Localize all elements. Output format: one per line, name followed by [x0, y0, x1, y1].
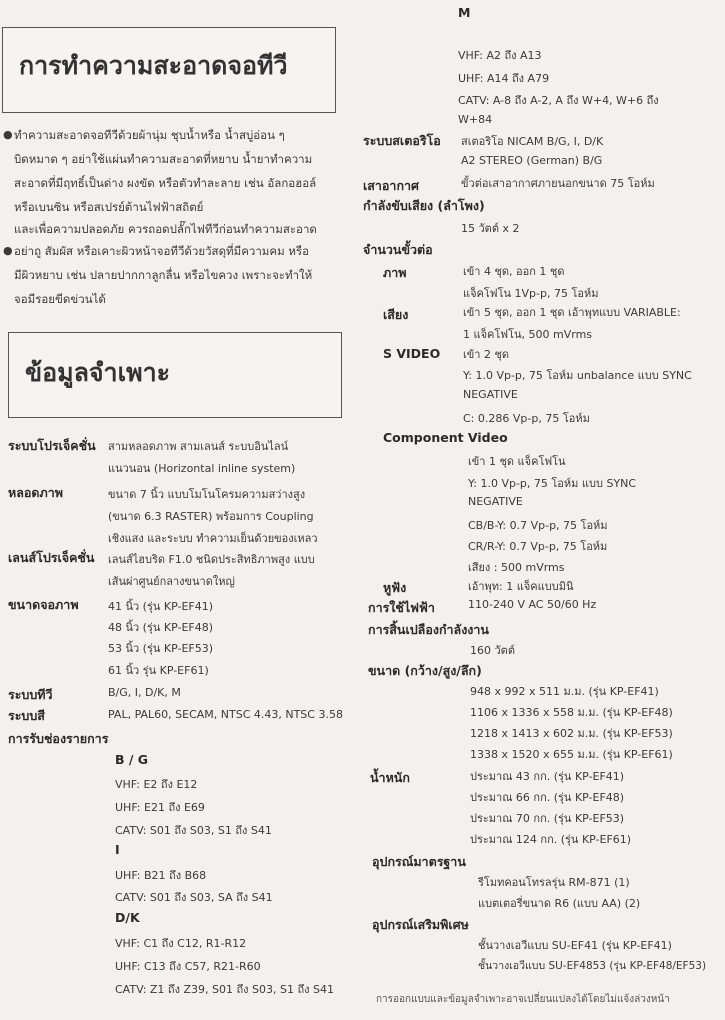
weight-kp-ef53: ประมาณ 70 กก. (รุ่น KP-EF53): [470, 812, 625, 825]
terminals-label: จำนวนขั้วต่อ: [363, 242, 433, 257]
power-requirement-label: การใช้ไฟฟ้า: [368, 600, 435, 615]
svideo-value-1: เข้า 2 ชุด: [463, 348, 510, 361]
m-catv-2: W+84: [458, 113, 493, 126]
weight-kp-ef61: ประมาณ 124 กก. (รุ่น KP-EF61): [470, 833, 632, 846]
dimension-kp-ef53: 1218 x 1413 x 602 ม.ม. (รุ่น KP-EF53): [470, 727, 673, 740]
headphone-value: เอ้าพุท: 1 แจ็คแบบมินิ: [468, 580, 574, 593]
optional-accessory-1: ชั้นวางเอวีแบบ SU-EF41 (รุ่น KP-EF41): [478, 939, 672, 952]
screen-size-53: 53 นิ้ว (รุ่น KP-EF53): [108, 642, 214, 655]
m-vhf: VHF: A2 ถึง A13: [458, 49, 542, 62]
dimension-kp-ef61: 1338 x 1520 x 655 ม.ม. (รุ่น KP-EF61): [470, 748, 673, 761]
cleaning-bullet-1-line-1: ทำความสะอาดจอทีวีด้วยผ้านุ่ม ชุบน้ำหรือ น้ำสบู่อ่อน ๆ: [14, 128, 285, 142]
bg-vhf: VHF: E2 ถึง E12: [115, 778, 198, 791]
cleaning-bullet-2-line-2: มีผิวหยาบ เช่น ปลายปากกาลูกลื่น หรือไขควง เพราะจะทำให้: [14, 268, 313, 282]
projection-label: ระบบโปรเจ็คชั่น: [8, 438, 96, 453]
bg-heading: B / G: [115, 752, 149, 767]
weight-kp-ef41: ประมาณ 43 กก. (รุ่น KP-EF41): [470, 770, 625, 783]
component-value-5: CR/R-Y: 0.7 Vp-p, 75 โอห์ม: [468, 540, 608, 553]
footer-note: การออกแบบและข้อมูลจำเพาะอาจเปลี่ยนแปลงได้โดยไม่แจ้งล่วงหน้า: [376, 994, 670, 1005]
component-value-2: Y: 1.0 Vp-p, 75 โอห์ม แบบ SYNC: [468, 477, 637, 490]
tv-system-value: B/G, I, D/K, M: [108, 686, 181, 699]
stereo-label: ระบบสเตอริโอ: [363, 133, 441, 148]
cleaning-title: การทำความสะอาดจอทีวี: [19, 51, 288, 80]
audio-power-value: 15 วัตต์ x 2: [461, 222, 520, 235]
m-catv-1: CATV: A-8 ถึง A-2, A ถึง W+4, W+6 ถึง: [458, 94, 659, 107]
stereo-value-1: สเตอริโอ NICAM B/G, I, D/K: [461, 135, 604, 148]
cleaning-bullet-1-line-5: และเพื่อความปลอดภัย ควรถอดปลั๊กไฟทีวีก่อนทำความสะอาด: [14, 222, 317, 236]
antenna-label: เสาอากาศ: [363, 178, 419, 193]
m-heading: M: [458, 5, 471, 20]
tube-value-1: ขนาด 7 นิ้ว แบบโมโนโครมความสว่างสูง: [108, 488, 306, 501]
i-heading: I: [115, 842, 120, 857]
color-system-label: ระบบสี: [8, 708, 45, 723]
screen-size-48: 48 นิ้ว (รุ่น KP-EF48): [108, 621, 214, 634]
bg-catv: CATV: S01 ถึง S03, S1 ถึง S41: [115, 824, 272, 837]
dk-vhf: VHF: C1 ถึง C12, R1-R12: [115, 937, 247, 950]
component-value-4: CB/B-Y: 0.7 Vp-p, 75 โอห์ม: [468, 519, 608, 532]
power-consumption-value: 160 วัตต์: [470, 644, 515, 657]
headphone-label: หูฟัง: [383, 580, 407, 595]
specs-title-box: [8, 332, 342, 418]
audio-power-label: กำลังขับเสียง (ลำโพง): [363, 198, 485, 213]
standard-accessories-label: อุปกรณ์มาตรฐาน: [372, 854, 466, 869]
i-uhf: UHF: B21 ถึง B68: [115, 869, 207, 882]
weight-label: น้ำหนัก: [370, 770, 410, 785]
lens-label: เลนส์โปรเจ็คชั่น: [8, 550, 95, 565]
screen-size-61: 61 นิ้ว รุ่น KP-EF61): [108, 664, 209, 677]
component-value-3: NEGATIVE: [468, 495, 523, 508]
dk-heading: D/K: [115, 910, 140, 925]
component-value-6: เสียง : 500 mVrms: [468, 561, 565, 574]
svideo-label: S VIDEO: [383, 346, 441, 361]
picture-value-1: เข้า 4 ชุด, ออก 1 ชุด: [463, 265, 565, 278]
standard-accessory-2: แบตเตอรี่ขนาด R6 (แบบ AA) (2): [478, 897, 641, 910]
dimension-kp-ef41: 948 x 992 x 511 ม.ม. (รุ่น KP-EF41): [470, 685, 659, 698]
stereo-value-2: A2 STEREO (German) B/G: [461, 154, 603, 167]
dimension-kp-ef48: 1106 x 1336 x 558 ม.ม. (รุ่น KP-EF48): [470, 706, 673, 719]
standard-accessory-1: รีโมทคอนโทรลรุ่น RM-871 (1): [478, 876, 630, 889]
cleaning-bullet-2-line-3: จอมีรอยขีดข่วนได้: [14, 292, 106, 306]
tv-system-label: ระบบทีวี: [8, 687, 53, 702]
picture-label: ภาพ: [383, 265, 407, 280]
optional-accessory-2: ชั้นวางเอวีแบบ SU-EF4853 (รุ่น KP-EF48/EF53): [478, 960, 707, 972]
bg-uhf: UHF: E21 ถึง E69: [115, 801, 205, 814]
component-label: Component Video: [383, 430, 508, 445]
projection-value-2: แนวนอน (Horizontal inline system): [108, 462, 296, 475]
projection-value-1: สามหลอดภาพ สามเลนส์ ระบบอินไลน์: [108, 440, 289, 453]
dimensions-label: ขนาด (กว้าง/สูง/ลึก): [368, 663, 482, 678]
svideo-value-4: C: 0.286 Vp-p, 75 โอห์ม: [463, 412, 590, 425]
component-value-1: เข้า 1 ชุด แจ็คโฟโน: [468, 455, 566, 468]
tube-value-3: เชิงแสง และระบบ ทำความเย็นด้วยของเหลว: [108, 532, 318, 545]
m-uhf: UHF: A14 ถึง A79: [458, 72, 550, 85]
specs-title: ข้อมูลจำเพาะ: [25, 358, 171, 387]
picture-value-2: แจ็คโฟโน 1Vp-p, 75 โอห์ม: [463, 287, 599, 300]
antenna-value: ขั้วต่อเสาอากาศภายนอกขนาด 75 โอห์ม: [461, 177, 655, 190]
tube-label: หลอดภาพ: [8, 485, 64, 500]
dk-uhf: UHF: C13 ถึง C57, R21-R60: [115, 960, 261, 973]
cleaning-title-box: [2, 27, 336, 113]
screen-size-label: ขนาดจอภาพ: [8, 597, 79, 612]
sound-label: เสียง: [383, 307, 409, 322]
cleaning-bullet-2-line-1: อย่าถู สัมผัส หรือเคาะผิวหน้าจอทีวีด้วยวัสดุที่มีความคม หรือ: [14, 244, 309, 258]
sound-value-2: 1 แจ็คโฟโน, 500 mVrms: [463, 328, 593, 341]
cleaning-bullet-1-line-2: บิดหมาด ๆ อย่าใช้แผ่นทำความสะอาดที่หยาบ น้ำยาทำความ: [14, 152, 313, 166]
dk-catv: CATV: Z1 ถึง Z39, S01 ถึง S03, S1 ถึง S41: [115, 983, 334, 996]
power-requirement-value: 110-240 V AC 50/60 Hz: [468, 598, 597, 611]
tube-value-2: (ขนาด 6.3 RASTER) พร้อมการ Coupling: [108, 510, 314, 523]
channel-coverage-label: การรับช่องรายการ: [8, 731, 109, 746]
bullet-dot: ●: [3, 128, 13, 141]
optional-accessories-label: อุปกรณ์เสริมพิเศษ: [372, 917, 469, 932]
power-consumption-label: การสิ้นเปลืองกำลังงาน: [368, 622, 489, 637]
lens-value-2: เส้นผ่าศูนย์กลางขนาดใหญ่: [108, 575, 235, 588]
bullet-dot: ●: [3, 244, 13, 257]
sound-value-1: เข้า 5 ชุด, ออก 1 ชุด เอ้าพุทแบบ VARIABLE:: [463, 306, 681, 319]
weight-kp-ef48: ประมาณ 66 กก. (รุ่น KP-EF48): [470, 791, 625, 804]
svideo-value-2: Y: 1.0 Vp-p, 75 โอห์ม unbalance แบบ SYNC: [463, 369, 692, 382]
color-system-value: PAL, PAL60, SECAM, NTSC 4.43, NTSC 3.58: [108, 708, 343, 721]
i-catv: CATV: S01 ถึง S03, SA ถึง S41: [115, 891, 273, 904]
cleaning-bullet-1-line-4: หรือเบนซิน หรือสเปรย์ต้านไฟฟ้าสถิตย์: [14, 200, 204, 214]
lens-value-1: เลนส์ไฮบริด F1.0 ชนิดประสิทธิภาพสูง แบบ: [108, 553, 315, 566]
cleaning-bullet-1-line-3: สะอาดที่มีฤทธิ์เป็นด่าง ผงขัด หรือตัวทำละลาย เช่น อัลกอฮอล์: [14, 176, 317, 190]
screen-size-41: 41 นิ้ว (รุ่น KP-EF41): [108, 600, 214, 613]
svideo-value-3: NEGATIVE: [463, 388, 518, 401]
